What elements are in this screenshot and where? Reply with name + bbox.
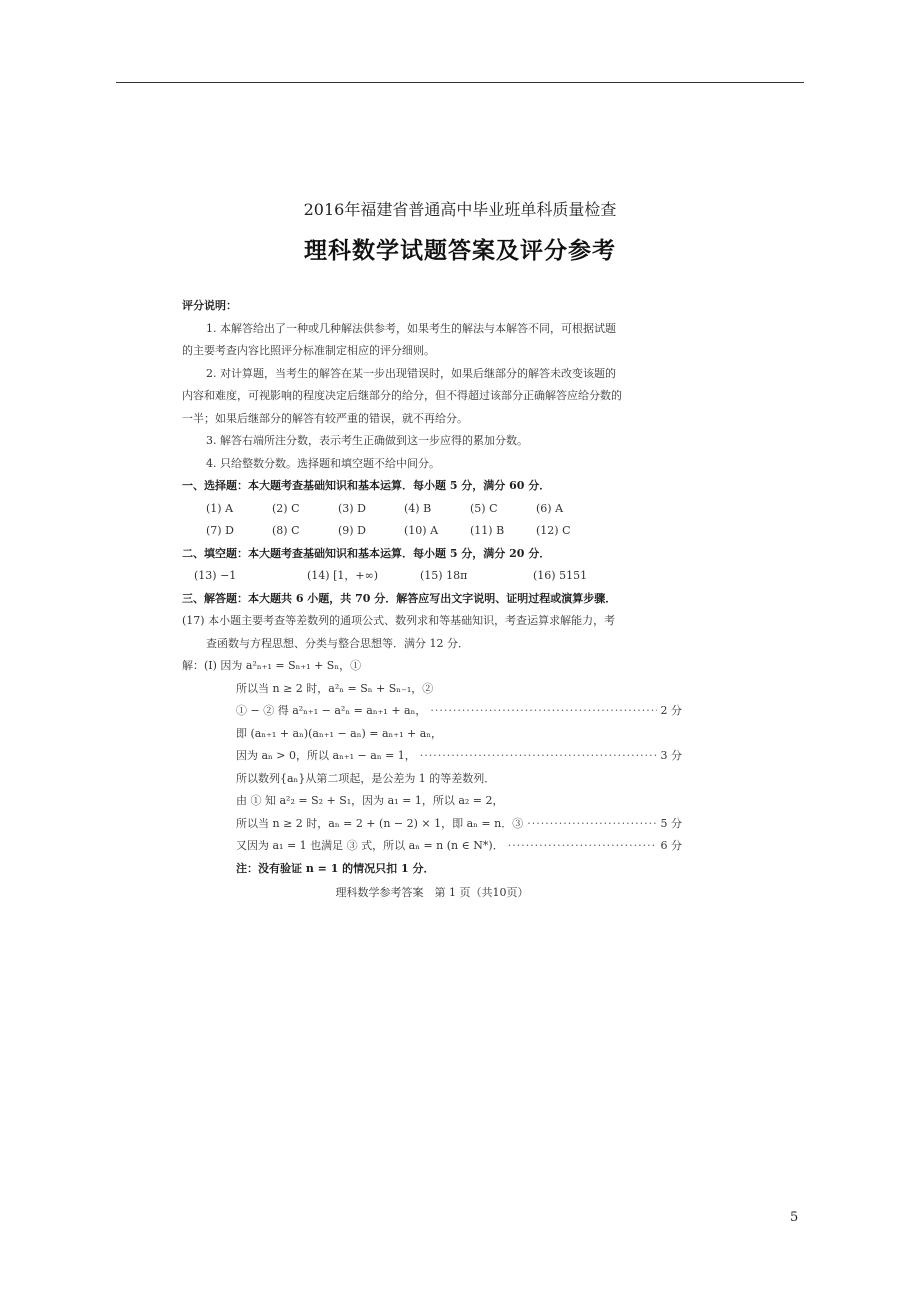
problem17-description: 查函数与方程思想、分类与整合思想等．满分 12 分．	[206, 636, 469, 650]
leader-dots	[430, 700, 656, 723]
solution-step: 即 (aₙ₊₁ + aₙ)(aₙ₊₁ − aₙ) = aₙ₊₁ + aₙ，	[236, 726, 443, 740]
solution-step: 又因为 a₁ = 1 也满足 ③ 式，所以 aₙ = n (n ∈ N*)．	[236, 839, 504, 852]
choice-answer: (10) A	[404, 524, 439, 537]
section2-heading: 二、填空题：本大题考查基础知识和基本运算．每小题 5 分，满分 20 分．	[182, 546, 551, 560]
exam-title: 理科数学试题答案及评分参考	[304, 237, 616, 264]
solution-step: 因为 aₙ > 0，所以 aₙ₊₁ − aₙ = 1，	[236, 749, 416, 762]
scoring-note-line: 2. 对计算题，当考生的解答在某一步出现错误时，如果后继部分的解答未改变该题的	[206, 366, 616, 380]
answer-page-footer: 理科数学参考答案 第 1 页（共10页）	[335, 886, 529, 899]
choice-answer: (3) D	[338, 501, 366, 515]
choice-answer: (4) B	[404, 501, 432, 515]
solution-step-scored	[182, 745, 682, 768]
choice-answer: (1) A	[206, 501, 234, 515]
leader-dots	[420, 745, 657, 768]
fill-answer: (15) 18π	[420, 569, 468, 582]
choice-answer: (2) C	[272, 501, 300, 515]
choice-answer: (11) B	[470, 524, 505, 537]
section3-heading: 三、解答题：本大题共 6 小题，共 70 分．解答应写出文字说明、证明过程或演算步骤．	[182, 591, 617, 605]
choice-answer: (12) C	[536, 524, 571, 537]
scoring-notes-heading: 评分说明：	[182, 299, 237, 312]
solution-step-scored	[182, 813, 682, 836]
scoring-note-line: 的主要考查内容比照评分标准制定相应的评分细则。	[182, 344, 435, 357]
leader-dots	[508, 835, 657, 858]
choice-answer: (5) C	[470, 501, 498, 515]
choice-answer: (9) D	[338, 524, 366, 537]
step-points: 6 分	[660, 839, 682, 852]
solution-step: 所以当 n ≥ 2 时，aₙ = 2 + (n − 2) × 1，即 aₙ = n．③	[236, 816, 524, 830]
solution-step: 所以数列{aₙ}从第二项起，是公差为 1 的等差数列．	[236, 771, 496, 785]
choice-answer: (8) C	[272, 524, 300, 537]
solution-step: 所以当 n ≥ 2 时，a²ₙ = Sₙ + Sₙ₋₁，②	[236, 681, 434, 695]
scoring-note-line: 1. 本解答给出了一种或几种解法供参考，如果考生的解法与本解答不同，可根据试题	[206, 321, 616, 335]
solution-step: 由 ① 知 a²₂ = S₂ + S₁，因为 a₁ = 1，所以 a₂ = 2，	[236, 794, 504, 807]
fill-answer: (14) [1，+∞)	[307, 569, 379, 582]
scoring-note-line: 3. 解答右端所注分数，表示考生正确做到这一步应得的累加分数。	[206, 434, 528, 447]
fill-answer: (13) −1	[194, 569, 237, 582]
solution-step-scored	[182, 835, 682, 858]
choice-answer: (7) D	[206, 524, 234, 537]
problem17-description: (17) 本小题主要考查等差数列的通项公式、数列求和等基础知识，考查运算求解能力，考	[182, 614, 616, 627]
choice-answers-row	[182, 498, 682, 521]
top-rule	[116, 82, 804, 83]
scoring-note-line: 内容和难度，可视影响的程度决定后继部分的给分，但不得超过该部分正确解答应给分数的	[182, 389, 622, 402]
section1-heading: 一、选择题：本大题考查基础知识和基本运算．每小题 5 分，满分 60 分．	[182, 479, 551, 492]
step-points: 2 分	[660, 704, 682, 717]
page-number: 5	[790, 1210, 799, 1225]
fill-answer: (16) 5151	[533, 569, 588, 582]
scoring-note-line: 一半；如果后继部分的解答有较严重的错误，就不再给分。	[182, 411, 468, 425]
choice-answer: (6) A	[536, 501, 564, 515]
solution-start: 解：(Ⅰ) 因为 a²ₙ₊₁ = Sₙ₊₁ + Sₙ，①	[182, 659, 362, 672]
solution-step: ① − ② 得 a²ₙ₊₁ − a²ₙ = aₙ₊₁ + aₙ，	[236, 704, 427, 717]
scoring-note-line: 4. 只给整数分数。选择题和填空题不给中间分。	[206, 456, 440, 470]
choice-answers-row	[182, 520, 682, 543]
solution-step-scored	[182, 700, 682, 723]
fill-answers-row	[182, 565, 682, 588]
leader-dots	[527, 813, 656, 836]
solution-note: 注：没有验证 n = 1 的情况只扣 1 分．	[236, 861, 435, 875]
step-points: 3 分	[660, 749, 682, 762]
exam-subtitle: 2016年福建省普通高中毕业班单科质量检查	[303, 200, 617, 219]
step-points: 5 分	[660, 816, 682, 830]
answer-content	[182, 295, 682, 905]
